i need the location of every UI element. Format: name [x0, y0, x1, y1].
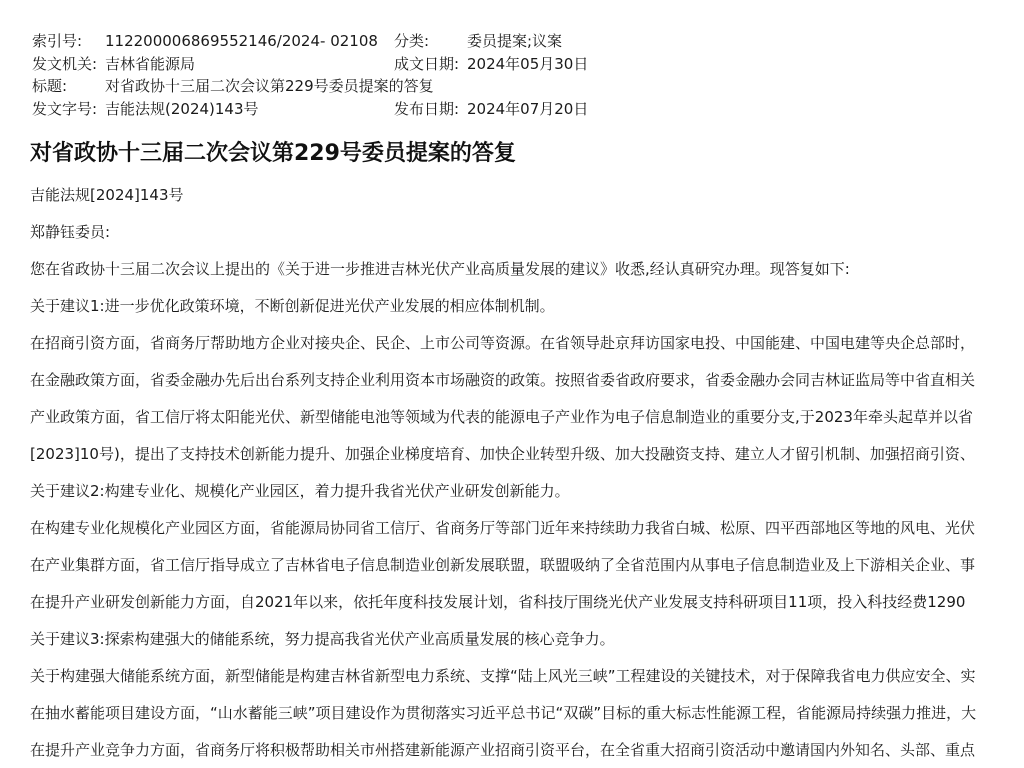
suggestion-heading: 关于建议3:探索构建强大的储能系统，努力提高我省光伏产业高质量发展的核心竞争力。: [30, 630, 615, 648]
meta-value-document-number: 吉能法规(2024)143号: [105, 99, 259, 118]
meta-label-written-date: 成文日期:: [394, 54, 460, 73]
meta-value-issuing-authority: 吉林省能源局: [105, 54, 196, 73]
meta-label-title: 标题:: [32, 77, 68, 95]
body-paragraph: 在产业集群方面，省工信厅指导成立了吉林省电子信息制造业创新发展联盟，联盟吸纳了全省范围内从事电子信息制造业及上下游相关企业、事: [30, 556, 976, 574]
document-title: 对省政协十三届二次会议第229号委员提案的答复: [30, 141, 516, 166]
meta-label-document-number: 发文字号:: [32, 99, 98, 118]
suggestion-heading: 关于建议2:构建专业化、规模化产业园区，着力提升我省光伏产业研发创新能力。: [30, 482, 570, 500]
meta-value-publish-date: 2024年07月20日: [467, 99, 589, 118]
body-paragraph: 在构建专业化规模化产业园区方面，省能源局协同省工信厅、省商务厅等部门近年来持续助力我省白城、松原、四平西部地区等地的风电、光伏: [30, 519, 976, 537]
salutation: 郑静钰委员:: [30, 223, 111, 241]
meta-value-written-date: 2024年05月30日: [467, 54, 589, 73]
document-number-line: 吉能法规[2024]143号: [30, 186, 184, 204]
meta-value-index-number: 112200006869552146/2024- 02108: [105, 32, 378, 50]
meta-value-category: 委员提案;议案: [467, 32, 563, 50]
body-paragraph: 在招商引资方面，省商务厅帮助地方企业对接央企、民企、上市公司等资源。在省领导赴京拜访国家电投、中国能建、中国电建等央企总部时，: [30, 334, 976, 352]
body-paragraph: 您在省政协十三届二次会议上提出的《关于进一步推进吉林光伏产业高质量发展的建议》收悉,经认真研究办理。现答复如下:: [30, 260, 850, 278]
body-paragraph: 在提升产业研发创新能力方面，自2021年以来，依托年度科技发展计划，省科技厅围绕光伏产业发展支持科研项目11项，投入科技经费1290: [30, 593, 966, 611]
meta-label-index-number: 索引号:: [32, 32, 83, 50]
body-paragraph: 在抽水蓄能项目建设方面，“山水蓄能三峡”项目建设作为贯彻落实习近平总书记“双碳”目标的重大标志性能源工程，省能源局持续强力推进，大: [30, 704, 977, 722]
body-paragraph: [2023]10号)，提出了支持技术创新能力提升、加强企业梯度培育、加快企业转型升级、加大投融资支持、建立人才留引机制、加强招商引资、: [30, 445, 975, 463]
body-paragraph: 在提升产业竞争力方面，省商务厅将积极帮助相关市州搭建新能源产业招商引资平台，在全省重大招商引资活动中邀请国内外知名、头部、重点: [30, 741, 976, 759]
body-paragraph: 在金融政策方面，省委金融办先后出台系列支持企业利用资本市场融资的政策。按照省委省政府要求，省委金融办会同吉林证监局等中省直相关: [30, 371, 976, 389]
meta-label-category: 分类:: [394, 32, 430, 50]
body-paragraph: 产业政策方面，省工信厅将太阳能光伏、新型储能电池等领域为代表的能源电子产业作为电子信息制造业的重要分支,于2023年牵头起草并以省: [30, 408, 973, 426]
suggestion-heading: 关于建议1:进一步优化政策环境，不断创新促进光伏产业发展的相应体制机制。: [30, 297, 555, 315]
body-paragraph: 关于构建强大储能系统方面，新型储能是构建吉林省新型电力系统、支撑“陆上风光三峡”工程建设的关键技术，对于保障我省电力供应安全、实: [30, 667, 976, 685]
meta-label-publish-date: 发布日期:: [394, 99, 460, 118]
meta-value-title: 对省政协十三届二次会议第229号委员提案的答复: [105, 77, 434, 95]
meta-label-issuing-authority: 发文机关:: [32, 54, 98, 73]
